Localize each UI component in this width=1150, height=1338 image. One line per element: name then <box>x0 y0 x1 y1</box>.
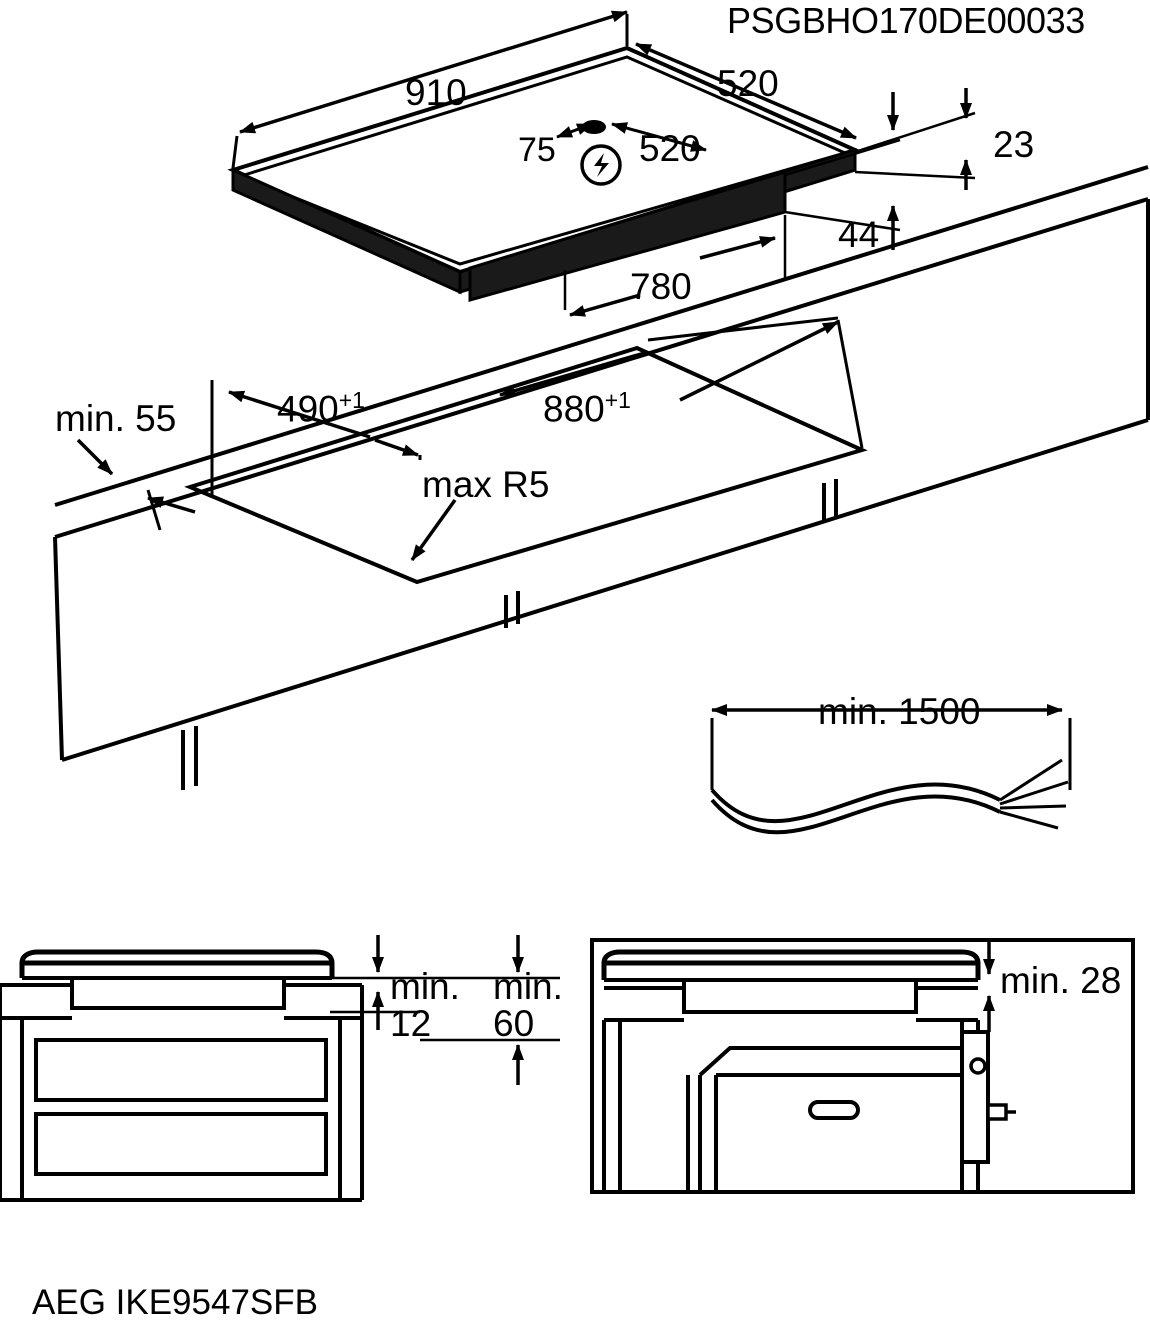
power-symbol-icon <box>582 146 620 184</box>
section-left <box>0 935 560 1200</box>
dim-23 <box>855 88 975 190</box>
dim-label-520-inner: 520 <box>639 128 701 169</box>
dim-label-min-60-line2: 60 <box>493 1003 535 1044</box>
dim-label-min-12-line1: min. <box>390 966 460 1007</box>
dim-label-min-60-line1: min. <box>493 966 563 1007</box>
dim-label-490: $490^{+1}$ <box>277 387 365 430</box>
dim-label-max-r5: max R5 <box>422 464 550 505</box>
dim-min-55 <box>78 440 195 530</box>
dim-label-880: $880^{+1}$ <box>543 387 631 430</box>
dim-max-r5 <box>412 500 455 560</box>
dim-label-min-1500: min. 1500 <box>818 691 981 732</box>
model-name: AEG IKE9547SFB <box>32 1283 318 1322</box>
dim-label-520-top: 520 <box>717 63 779 104</box>
dim-label-23: 23 <box>993 124 1035 165</box>
dim-label-min-12-line2: 12 <box>390 1003 432 1044</box>
dim-label-910: 910 <box>405 72 467 113</box>
dim-label-75: 75 <box>518 131 556 169</box>
dim-label-min-55: min. 55 <box>55 398 177 439</box>
dim-label-780: 780 <box>630 266 692 307</box>
drawing-code: PSGBHO170DE00033 <box>727 0 1085 41</box>
dim-label-min-28: min. 28 <box>1000 960 1122 1001</box>
dim-label-44: 44 <box>838 214 880 255</box>
